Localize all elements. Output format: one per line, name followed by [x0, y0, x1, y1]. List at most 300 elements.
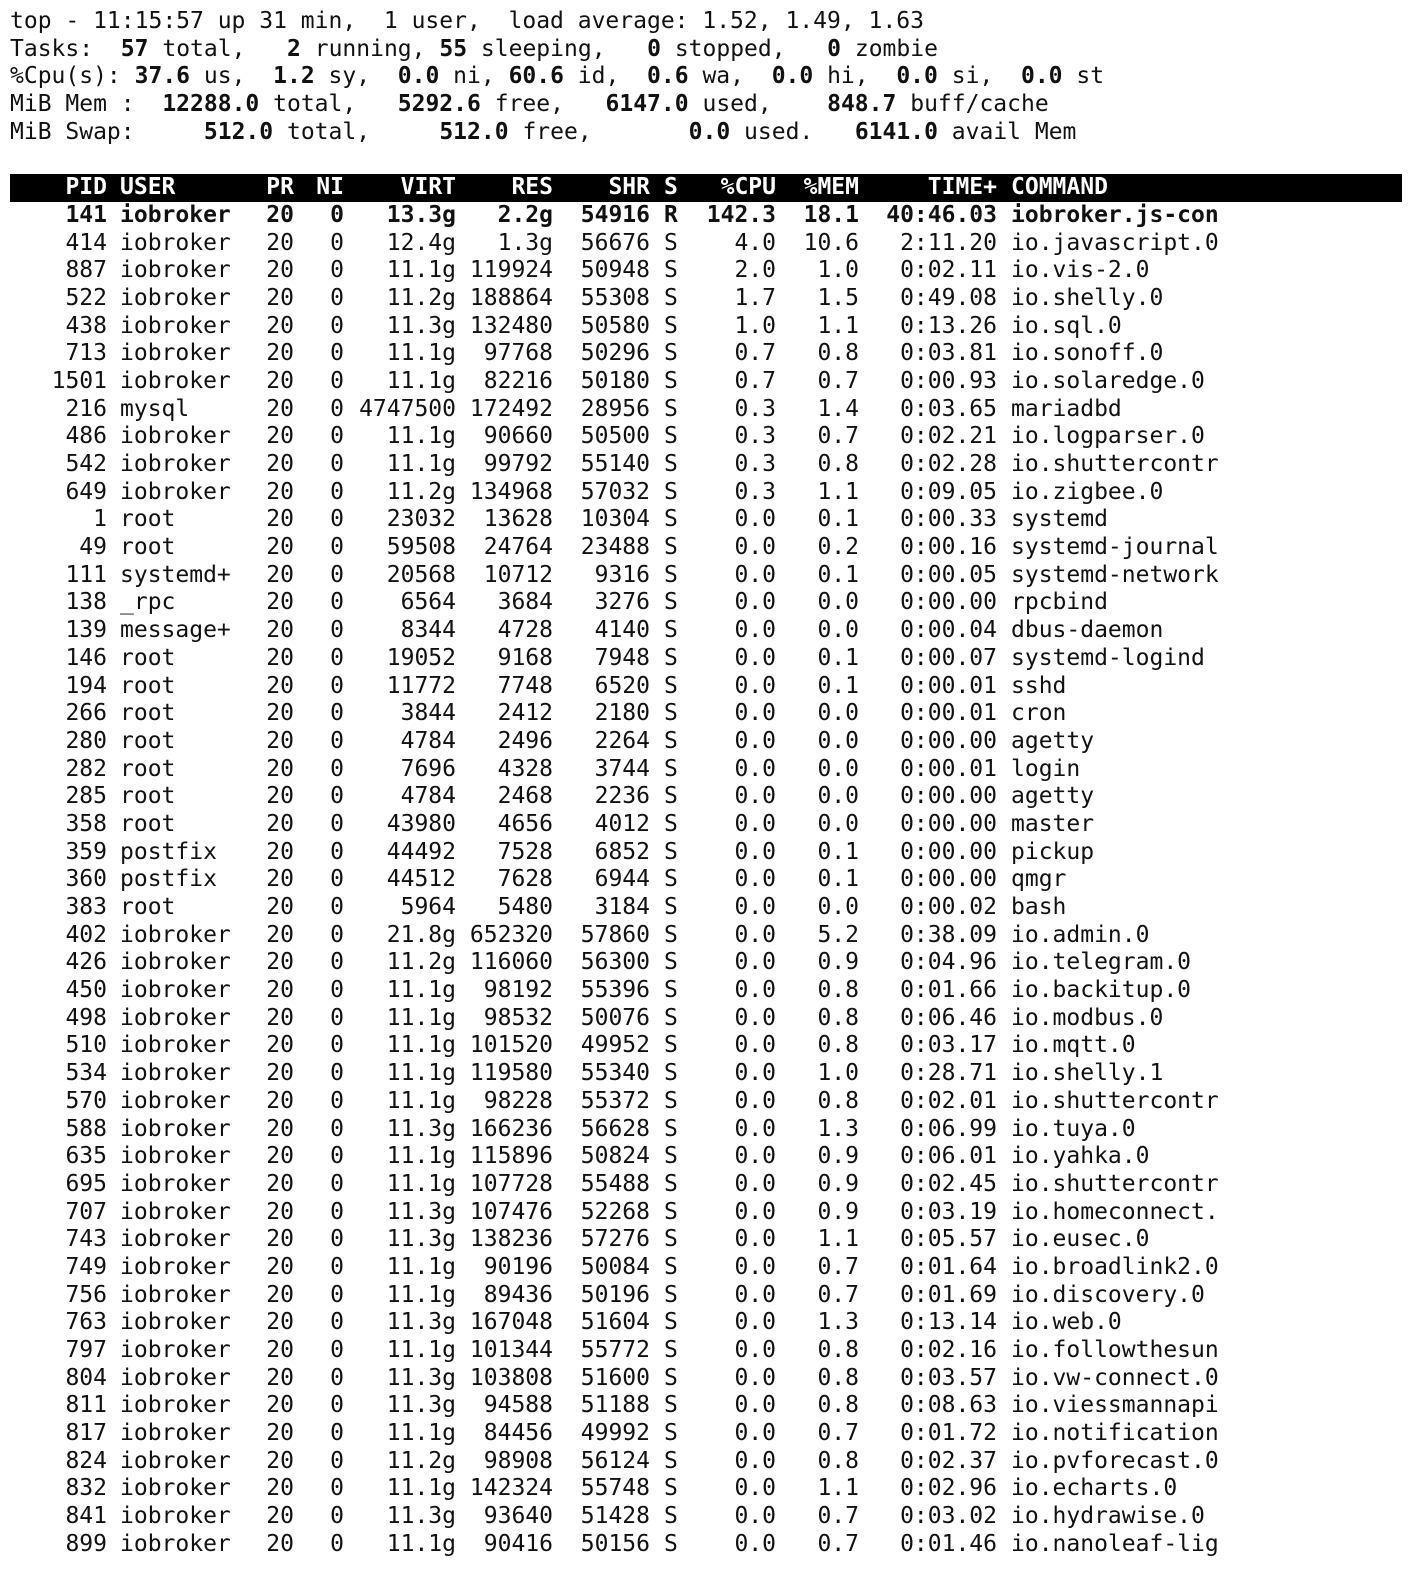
cell-pid: 542 — [65, 451, 107, 477]
cell-cpu: 0.0 — [734, 1226, 776, 1253]
cell-cpu: 0.0 — [734, 1087, 776, 1114]
cell-command: io.shelly.0 — [1011, 284, 1164, 311]
cell-user: root — [120, 755, 176, 782]
cell-command: io.tuya.0 — [1011, 1115, 1136, 1142]
cell-shr: 3276 — [594, 589, 650, 616]
cell-pr: 20 — [266, 866, 294, 893]
cell-mem: 0.8 — [817, 451, 859, 477]
cell-pr: 20 — [266, 589, 294, 616]
cell-shr: 50156 — [580, 1530, 650, 1557]
cell-pid: 749 — [65, 1253, 107, 1280]
tasks-sleeping: 55 — [439, 35, 468, 62]
cell-shr: 57276 — [580, 1226, 650, 1253]
cell-cpu: 0.0 — [734, 1143, 776, 1170]
col-mem: %MEM — [803, 174, 859, 201]
cell-command: io.eusec.0 — [1011, 1226, 1150, 1253]
cell-pr: 20 — [266, 1281, 294, 1308]
cell-res: 115896 — [469, 1143, 553, 1170]
cell-virt: 11.1g — [386, 1004, 456, 1031]
cell-time: 0:00.93 — [900, 367, 997, 394]
cell-virt: 12.4g — [386, 229, 456, 256]
cell-time: 0:00.00 — [900, 589, 997, 616]
cell-res: 103808 — [469, 1364, 553, 1391]
cell-mem: 1.0 — [817, 257, 859, 284]
cell-command: io.pvforecast.0 — [1011, 1447, 1219, 1474]
cell-time: 0:01.66 — [900, 977, 997, 1004]
cell-pr: 20 — [266, 395, 294, 422]
cell-ni: 0 — [330, 1143, 344, 1170]
cell-pr: 20 — [266, 561, 294, 588]
cell-time: 0:01.72 — [900, 1420, 997, 1447]
cell-user: iobroker — [120, 312, 231, 339]
table-row — [10, 645, 1418, 673]
cell-cpu: 0.0 — [734, 921, 776, 948]
cell-shr: 55488 — [580, 1170, 650, 1197]
spacer — [10, 146, 1418, 174]
cell-res: 90196 — [483, 1253, 553, 1280]
cell-cpu: 0.0 — [734, 866, 776, 893]
cell-pr: 20 — [266, 700, 294, 727]
cell-state: S — [664, 727, 678, 754]
table-row — [10, 313, 1418, 341]
cell-pid: 450 — [65, 977, 107, 1004]
cell-shr: 55140 — [580, 451, 650, 477]
cell-virt: 11.1g — [386, 340, 456, 367]
mem-free-label: free, — [494, 91, 564, 118]
cpu-hi: 0.0 — [771, 63, 814, 90]
cell-res: 90416 — [483, 1530, 553, 1557]
cell-ni: 0 — [330, 894, 344, 920]
cell-res: 172492 — [469, 395, 553, 422]
cell-shr: 52268 — [580, 1198, 650, 1225]
cell-mem: 0.0 — [817, 617, 859, 644]
table-row — [10, 257, 1418, 285]
cell-cpu: 0.0 — [734, 838, 776, 865]
tasks-label: Tasks: — [10, 35, 94, 62]
cell-mem: 0.1 — [817, 866, 859, 893]
cell-mem: 0.8 — [817, 1392, 859, 1419]
cell-res: 3684 — [497, 589, 553, 616]
cell-mem: 0.9 — [817, 1198, 859, 1225]
cell-pr: 20 — [266, 1447, 294, 1474]
cell-shr: 23488 — [580, 534, 650, 561]
cell-state: S — [664, 810, 678, 837]
cell-ni: 0 — [330, 1115, 344, 1142]
cell-time: 0:03.17 — [900, 1032, 997, 1059]
cell-time: 0:03.02 — [900, 1503, 997, 1530]
cell-time: 0:02.16 — [900, 1337, 997, 1363]
cell-cpu: 0.7 — [734, 367, 776, 394]
cell-user: iobroker — [120, 1032, 231, 1059]
cell-virt: 23032 — [386, 506, 456, 533]
cell-ni: 0 — [330, 783, 344, 810]
cell-mem: 1.1 — [817, 478, 859, 505]
cell-pr: 20 — [266, 672, 294, 699]
cell-mem: 0.9 — [817, 1143, 859, 1170]
cell-cpu: 0.0 — [734, 506, 776, 533]
cell-virt: 11.1g — [386, 1281, 456, 1308]
cell-mem: 0.1 — [817, 561, 859, 588]
cell-time: 0:00.01 — [900, 672, 997, 699]
cpu-wa: 0.6 — [647, 63, 689, 90]
cell-virt: 21.8g — [386, 921, 456, 948]
cell-state: S — [664, 1198, 678, 1225]
col-ni: NI — [316, 174, 344, 201]
cell-state: S — [664, 312, 678, 339]
cell-time: 0:01.64 — [900, 1253, 997, 1280]
cell-pid: 146 — [65, 644, 107, 671]
cell-shr: 2264 — [594, 727, 650, 754]
cell-state: S — [664, 700, 678, 727]
cell-cpu: 0.0 — [734, 977, 776, 1004]
col-command: COMMAND — [1011, 174, 1108, 201]
cell-user: iobroker — [120, 1309, 231, 1336]
table-row — [10, 949, 1418, 977]
cell-pid: 756 — [65, 1281, 107, 1308]
table-row — [10, 1143, 1418, 1171]
cell-virt: 11.1g — [386, 257, 456, 284]
cell-pr: 20 — [266, 644, 294, 671]
cell-res: 98192 — [483, 977, 553, 1004]
process-table-header — [10, 174, 1402, 202]
cell-pr: 20 — [266, 229, 294, 256]
cell-pid: 841 — [65, 1503, 107, 1530]
cell-shr: 55772 — [580, 1337, 650, 1363]
cell-shr: 56124 — [580, 1447, 650, 1474]
table-row — [10, 1088, 1418, 1116]
col-user: USER — [120, 174, 176, 201]
cell-res: 4328 — [497, 755, 553, 782]
cell-virt: 5964 — [400, 894, 456, 920]
cell-pid: 498 — [65, 1004, 107, 1031]
cell-mem: 0.7 — [817, 1420, 859, 1447]
cell-pr: 20 — [266, 1226, 294, 1253]
cell-command: io.viessmannapi — [1011, 1392, 1219, 1419]
cell-ni: 0 — [330, 1364, 344, 1391]
table-row — [10, 340, 1418, 368]
cell-time: 0:38.09 — [900, 921, 997, 948]
cell-user: iobroker — [120, 229, 231, 256]
cell-shr: 57860 — [580, 921, 650, 948]
cell-shr: 55396 — [580, 977, 650, 1004]
cell-command: sshd — [1011, 672, 1067, 699]
table-row — [10, 783, 1418, 811]
cell-time: 0:03.65 — [900, 395, 997, 422]
cell-virt: 4784 — [400, 727, 456, 754]
cell-command: dbus-daemon — [1011, 617, 1164, 644]
cell-command: io.shuttercontr — [1011, 1087, 1219, 1114]
cell-user: postfix — [120, 866, 217, 893]
table-row — [10, 1116, 1418, 1144]
cell-res: 10712 — [483, 561, 553, 588]
cell-res: 116060 — [469, 949, 553, 976]
cell-time: 0:00.00 — [900, 727, 997, 754]
cell-ni: 0 — [330, 1337, 344, 1363]
cell-command: mariadbd — [1011, 395, 1122, 422]
cell-shr: 55372 — [580, 1087, 650, 1114]
cell-mem: 1.3 — [817, 1309, 859, 1336]
cell-res: 1.3g — [497, 229, 553, 256]
cell-time: 0:03.19 — [900, 1198, 997, 1225]
cell-ni: 0 — [330, 672, 344, 699]
cell-pr: 20 — [266, 201, 294, 228]
cell-cpu: 0.0 — [734, 1392, 776, 1419]
cell-shr: 50076 — [580, 1004, 650, 1031]
cell-ni: 0 — [330, 617, 344, 644]
cell-mem: 0.1 — [817, 644, 859, 671]
cell-virt: 8344 — [400, 617, 456, 644]
cell-mem: 0.8 — [817, 1032, 859, 1059]
cell-command: io.backitup.0 — [1011, 977, 1192, 1004]
table-row — [10, 1337, 1418, 1365]
mem-used-label: used, — [702, 91, 772, 118]
cell-shr: 51604 — [580, 1309, 650, 1336]
cell-user: iobroker — [120, 1226, 231, 1253]
cell-pid: 111 — [65, 561, 107, 588]
cell-state: S — [664, 534, 678, 561]
cell-time: 0:02.96 — [900, 1475, 997, 1502]
cell-cpu: 0.3 — [734, 451, 776, 477]
cell-mem: 0.9 — [817, 949, 859, 976]
cell-cpu: 4.0 — [734, 229, 776, 256]
cell-command: io.javascript.0 — [1011, 229, 1219, 256]
cell-shr: 51600 — [580, 1364, 650, 1391]
cell-mem: 1.1 — [817, 1475, 859, 1502]
cell-state: S — [664, 838, 678, 865]
table-row — [10, 1392, 1418, 1420]
cell-res: 7528 — [497, 838, 553, 865]
cell-cpu: 0.0 — [734, 810, 776, 837]
cell-command: io.discovery.0 — [1011, 1281, 1205, 1308]
cell-time: 0:02.37 — [900, 1447, 997, 1474]
cell-ni: 0 — [330, 451, 344, 477]
cell-ni: 0 — [330, 1530, 344, 1557]
cell-mem: 0.0 — [817, 700, 859, 727]
cell-pr: 20 — [266, 451, 294, 477]
cell-user: root — [120, 644, 176, 671]
cell-cpu: 0.0 — [734, 1281, 776, 1308]
cell-pid: 282 — [65, 755, 107, 782]
cell-state: S — [664, 921, 678, 948]
cell-user: iobroker — [120, 1087, 231, 1114]
cell-shr: 6520 — [594, 672, 650, 699]
cell-time: 0:00.04 — [900, 617, 997, 644]
cell-time: 0:02.45 — [900, 1170, 997, 1197]
cell-time: 0:02.11 — [900, 257, 997, 284]
mem-total: 12288.0 — [162, 91, 260, 118]
cell-virt: 4784 — [400, 783, 456, 810]
cell-shr: 9316 — [594, 561, 650, 588]
cell-ni: 0 — [330, 1198, 344, 1225]
cell-user: iobroker — [120, 1420, 231, 1447]
cell-res: 107476 — [469, 1198, 553, 1225]
swap-used-label: used. — [744, 118, 814, 145]
cell-ni: 0 — [330, 1004, 344, 1031]
cell-virt: 11.3g — [386, 1198, 456, 1225]
table-row — [10, 1309, 1418, 1337]
cell-ni: 0 — [330, 1226, 344, 1253]
table-row — [10, 589, 1418, 617]
cell-shr: 56628 — [580, 1115, 650, 1142]
cell-command: io.hydrawise.0 — [1011, 1503, 1205, 1530]
cell-res: 24764 — [483, 534, 553, 561]
cell-virt: 11.1g — [386, 1087, 456, 1114]
cell-user: iobroker — [120, 284, 231, 311]
cell-user: iobroker — [120, 423, 231, 450]
cell-virt: 11.3g — [386, 312, 456, 339]
cell-user: root — [120, 700, 176, 727]
cpu-id: 60.6 — [508, 63, 564, 90]
cell-virt: 20568 — [386, 561, 456, 588]
cell-ni: 0 — [330, 1309, 344, 1336]
cell-time: 0:28.71 — [900, 1060, 997, 1087]
cell-shr: 55748 — [580, 1475, 650, 1502]
cell-mem: 0.0 — [817, 894, 859, 920]
cell-pr: 20 — [266, 506, 294, 533]
table-row — [10, 562, 1418, 590]
table-row — [10, 1365, 1418, 1393]
cell-user: iobroker — [120, 1143, 231, 1170]
cell-pr: 20 — [266, 1115, 294, 1142]
cell-res: 2.2g — [497, 201, 553, 228]
table-row — [10, 230, 1418, 258]
cell-pid: 824 — [65, 1447, 107, 1474]
cell-cpu: 0.0 — [734, 949, 776, 976]
cell-shr: 6944 — [594, 866, 650, 893]
col-state: S — [664, 174, 678, 201]
cell-user: root — [120, 727, 176, 754]
cell-ni: 0 — [330, 700, 344, 727]
cell-res: 9168 — [497, 644, 553, 671]
cell-command: io.sql.0 — [1011, 312, 1122, 339]
cell-ni: 0 — [330, 1060, 344, 1087]
cell-virt: 11.3g — [386, 1226, 456, 1253]
cell-mem: 0.8 — [817, 1364, 859, 1391]
cell-ni: 0 — [330, 1032, 344, 1059]
table-row — [10, 479, 1418, 507]
cell-pid: 139 — [65, 617, 107, 644]
cell-pid: 49 — [79, 534, 107, 561]
cell-cpu: 1.0 — [734, 312, 776, 339]
cell-state: S — [664, 395, 678, 422]
cell-user: postfix — [120, 838, 217, 865]
cell-mem: 0.1 — [817, 672, 859, 699]
cell-res: 93640 — [483, 1503, 553, 1530]
cell-shr: 50084 — [580, 1253, 650, 1280]
cell-virt: 11.2g — [386, 478, 456, 505]
cell-pr: 20 — [266, 284, 294, 311]
cell-state: S — [664, 367, 678, 394]
cell-pid: 438 — [65, 312, 107, 339]
cell-res: 166236 — [469, 1115, 553, 1142]
cell-mem: 0.7 — [817, 1530, 859, 1557]
table-row — [10, 894, 1418, 922]
cell-command: io.modbus.0 — [1011, 1004, 1164, 1031]
cell-pr: 20 — [266, 1060, 294, 1087]
cell-ni: 0 — [330, 810, 344, 837]
col-cpu: %CPU — [720, 174, 776, 201]
cell-pid: 522 — [65, 284, 107, 311]
cell-time: 0:09.05 — [900, 478, 997, 505]
cell-res: 2496 — [497, 727, 553, 754]
cell-state: S — [664, 1364, 678, 1391]
cell-shr: 50824 — [580, 1143, 650, 1170]
cell-pr: 20 — [266, 755, 294, 782]
cell-user: iobroker — [120, 1447, 231, 1474]
cell-ni: 0 — [330, 949, 344, 976]
cell-pr: 20 — [266, 783, 294, 810]
cell-ni: 0 — [330, 1503, 344, 1530]
cell-cpu: 0.0 — [734, 1198, 776, 1225]
cell-cpu: 2.0 — [734, 257, 776, 284]
cell-time: 0:00.00 — [900, 810, 997, 837]
cell-pr: 20 — [266, 1004, 294, 1031]
cell-user: iobroker — [120, 1475, 231, 1502]
cell-command: agetty — [1011, 783, 1095, 810]
swap-free: 512.0 — [439, 118, 509, 145]
cell-pr: 20 — [266, 1170, 294, 1197]
cell-shr: 4012 — [594, 810, 650, 837]
cell-mem: 0.7 — [817, 1253, 859, 1280]
tasks-running: 2 — [287, 35, 301, 62]
cell-command: io.web.0 — [1011, 1309, 1122, 1336]
cell-virt: 11.1g — [386, 1170, 456, 1197]
cell-ni: 0 — [330, 257, 344, 284]
cell-time: 0:00.01 — [900, 755, 997, 782]
cell-time: 0:03.57 — [900, 1364, 997, 1391]
cell-time: 0:05.57 — [900, 1226, 997, 1253]
cell-command: io.notification — [1011, 1420, 1219, 1447]
cell-cpu: 0.0 — [734, 1503, 776, 1530]
cell-mem: 0.8 — [817, 1447, 859, 1474]
cell-virt: 11.1g — [386, 1530, 456, 1557]
cell-mem: 0.7 — [817, 367, 859, 394]
cell-pr: 20 — [266, 617, 294, 644]
cell-mem: 1.1 — [817, 1226, 859, 1253]
cell-res: 2412 — [497, 700, 553, 727]
cell-virt: 11.1g — [386, 1143, 456, 1170]
cell-virt: 11.2g — [386, 1447, 456, 1474]
cell-user: iobroker — [120, 201, 231, 228]
cell-pid: 194 — [65, 672, 107, 699]
cell-pid: 635 — [65, 1143, 107, 1170]
tasks-sleeping-label: sleeping, — [480, 35, 606, 62]
table-row — [10, 368, 1418, 396]
cell-res: 98532 — [483, 1004, 553, 1031]
cell-time: 0:01.46 — [900, 1530, 997, 1557]
cell-pr: 20 — [266, 257, 294, 284]
cell-state: R — [664, 201, 678, 228]
cell-virt: 11.2g — [386, 949, 456, 976]
cell-res: 4728 — [497, 617, 553, 644]
cell-state: S — [664, 423, 678, 450]
cell-ni: 0 — [330, 561, 344, 588]
mem-buff: 848.7 — [827, 91, 897, 118]
cell-command: io.vw-connect.0 — [1011, 1364, 1219, 1391]
cell-pr: 20 — [266, 838, 294, 865]
cell-virt: 44512 — [386, 866, 456, 893]
cell-command: systemd-logind — [1011, 644, 1205, 671]
cell-cpu: 0.0 — [734, 783, 776, 810]
cell-virt: 6564 — [400, 589, 456, 616]
cell-time: 40:46.03 — [886, 201, 997, 228]
cell-virt: 11.1g — [386, 1475, 456, 1502]
cell-command: io.solaredge.0 — [1011, 367, 1205, 394]
table-row — [10, 839, 1418, 867]
cell-state: S — [664, 949, 678, 976]
table-row — [10, 202, 1418, 230]
cell-shr: 50196 — [580, 1281, 650, 1308]
